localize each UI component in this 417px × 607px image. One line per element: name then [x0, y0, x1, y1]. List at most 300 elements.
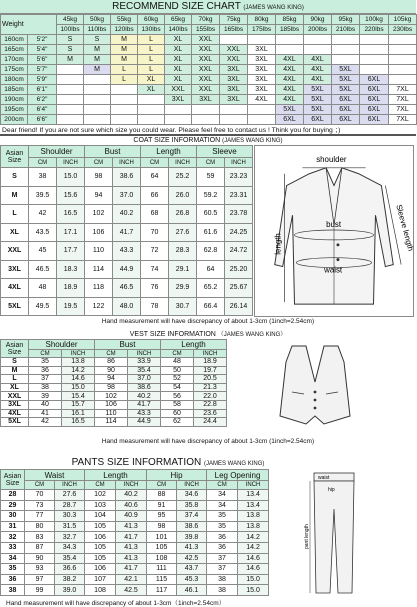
weight-kg-cell: 105kg [389, 15, 417, 25]
pants-value-cell: 98 [147, 521, 177, 532]
coat-value-cell: 76 [141, 279, 169, 298]
vest-size-cell: S [1, 358, 29, 367]
coat-value-cell: 118 [85, 279, 113, 298]
size-cell [57, 115, 84, 125]
vest-group-header: Shoulder [29, 340, 95, 350]
height-cm-cell: 160cm [1, 35, 28, 45]
pants-value-cell: 14.6 [238, 564, 269, 575]
pants-value-cell: 41.3 [116, 542, 147, 553]
vest-row [1, 400, 227, 409]
recommend-title [0, 0, 416, 14]
pants-value-cell: 13.8 [238, 511, 269, 522]
weight-lbs-cell: 210lbs [332, 25, 360, 35]
coat-unit-header: INCH [169, 158, 197, 168]
pants-value-cell: 42.5 [177, 553, 207, 564]
pants-value-cell: 106 [85, 532, 116, 543]
size-cell: 3XL [248, 65, 276, 75]
pants-value-cell: 95 [147, 511, 177, 522]
size-cell: L [138, 55, 165, 65]
pants-value-cell: 34.3 [55, 542, 85, 553]
height-row [1, 95, 417, 105]
size-cell: M [84, 55, 111, 65]
size-cell: XL [165, 45, 192, 55]
recommend-size-chart [0, 0, 416, 136]
height-cm-cell: 190cm [1, 95, 28, 105]
size-cell [360, 65, 389, 75]
pants-value-cell: 41.3 [177, 542, 207, 553]
size-cell [276, 45, 304, 55]
vest-group-header: Bust [95, 340, 161, 350]
coat-value-cell: 102 [85, 205, 113, 224]
height-row [1, 75, 417, 85]
vest-unit-header: CM [29, 350, 62, 358]
pants-value-cell: 34.6 [177, 490, 207, 501]
size-cell: 3XL [165, 95, 192, 105]
coat-size-label: Asian Size [1, 146, 29, 168]
vest-value-cell: 15.4 [62, 392, 95, 401]
pants-value-cell: 39.8 [177, 532, 207, 543]
size-cell [248, 105, 276, 115]
pants-value-cell: 13.4 [238, 490, 269, 501]
coat-value-cell: 74 [141, 260, 169, 279]
pants-value-cell: 70 [25, 490, 55, 501]
vest-title-text: VEST SIZE INFORMATION [129, 331, 216, 338]
height-row [1, 55, 417, 65]
coat-value-cell: 17.1 [57, 223, 85, 242]
coat-value-cell: 16.5 [57, 205, 85, 224]
coat-illustration [255, 146, 416, 316]
pants-value-cell: 28.7 [55, 500, 85, 511]
pants-value-cell: 35 [207, 511, 238, 522]
size-cell: 5XL [332, 75, 360, 85]
pants-value-cell: 105 [85, 521, 116, 532]
coat-value-cell: 28.3 [169, 242, 197, 261]
height-ft-cell: 5'9" [28, 75, 57, 85]
pants-size-cell: 38 [1, 585, 25, 596]
vest-row [1, 418, 227, 427]
size-cell: 3XL [248, 45, 276, 55]
size-cell: 5XL [276, 105, 304, 115]
coat-value-cell: 70 [141, 223, 169, 242]
pants-value-cell: 40.6 [116, 500, 147, 511]
recommend-note: Dear friend! If you are not sure which size you could wear. Please feel free to contact us ! Think you for buying ；) [0, 125, 416, 136]
coat-value-cell: 98 [85, 168, 113, 187]
vest-row [1, 358, 227, 367]
pants-value-cell: 103 [85, 500, 116, 511]
size-cell: XL [138, 75, 165, 85]
coat-value-cell: 48.0 [113, 297, 141, 316]
size-cell: 6XL [332, 105, 360, 115]
coat-value-cell: 24.72 [225, 242, 253, 261]
weight-lbs-cell: 230lbs [389, 25, 417, 35]
pants-value-cell: 107 [85, 574, 116, 585]
vest-value-cell: 37 [29, 375, 62, 384]
pants-value-cell: 15.0 [238, 585, 269, 596]
vest-size-cell: M [1, 366, 29, 375]
coat-value-cell: 19.5 [57, 297, 85, 316]
vest-value-cell: 43.3 [128, 409, 161, 418]
height-row [1, 65, 417, 75]
coat-value-cell: 38.6 [113, 168, 141, 187]
coat-value-cell: 26.14 [225, 297, 253, 316]
pants-size-label: Asian Size [1, 470, 25, 490]
height-cm-cell: 170cm [1, 55, 28, 65]
size-cell: 7XL [389, 85, 417, 95]
coat-value-cell: 61.6 [197, 223, 225, 242]
coat-value-cell: 44.9 [113, 260, 141, 279]
vest-value-cell: 48 [161, 358, 194, 367]
size-cell [84, 105, 111, 115]
vest-value-cell: 23.6 [194, 409, 227, 418]
size-cell: 4XL [276, 65, 304, 75]
size-cell [332, 35, 360, 45]
bust-label: bust [326, 220, 342, 230]
size-cell: 3XL [248, 75, 276, 85]
pants-illustration [304, 469, 364, 599]
waist-label: waist [324, 265, 343, 275]
coat-value-cell: 46.5 [113, 279, 141, 298]
size-cell: XL [138, 85, 165, 95]
coat-size-cell: 5XL [1, 297, 29, 316]
size-cell: 4XL [304, 75, 332, 85]
pants-value-cell: 34 [207, 500, 238, 511]
coat-value-cell: 64 [197, 260, 225, 279]
coat-row [1, 279, 253, 298]
coat-value-cell: 41.7 [113, 223, 141, 242]
size-cell [220, 115, 248, 125]
coat-value-cell: 18.3 [57, 260, 85, 279]
size-cell: XXL [192, 45, 220, 55]
vest-value-cell: 15.7 [62, 400, 95, 409]
recommend-brand: (JAMES WANG KING) [243, 5, 304, 11]
size-cell: M [111, 55, 138, 65]
vest-value-cell: 24.4 [194, 418, 227, 427]
pants-value-cell: 40.2 [116, 490, 147, 501]
pants-unit-header: INCH [55, 481, 85, 490]
size-cell: 5XL [332, 85, 360, 95]
pants-value-cell: 42.5 [116, 585, 147, 596]
pants-row [1, 511, 269, 522]
pants-value-cell: 104 [85, 511, 116, 522]
vest-row [1, 366, 227, 375]
pants-hip-label: hip [328, 487, 335, 493]
coat-table [0, 145, 253, 316]
coat-size-cell: XL [1, 223, 29, 242]
pants-value-cell: 43.7 [177, 564, 207, 575]
coat-value-cell: 60.5 [197, 205, 225, 224]
vest-value-cell: 62 [161, 418, 194, 427]
coat-value-cell: 38 [29, 168, 57, 187]
size-cell: 6XL [332, 115, 360, 125]
recommend-title-text: RECOMMEND SIZE CHART [112, 1, 241, 12]
vest-value-cell: 41 [29, 409, 62, 418]
height-cm-cell: 195cm [1, 105, 28, 115]
pants-value-cell: 46.1 [177, 585, 207, 596]
pants-value-cell: 36 [207, 532, 238, 543]
vest-footnote: Hand measurement will have discrepancy of about 1-3cm (1inch=2.54cm) [101, 438, 315, 445]
coat-group-header: Bust [85, 146, 141, 158]
pants-brand: (JAMES WANG KING) [203, 461, 265, 467]
weight-label: Weight [1, 15, 57, 35]
pants-value-cell: 37.4 [177, 511, 207, 522]
size-cell: 6XL [360, 75, 389, 85]
height-row [1, 115, 417, 125]
size-cell: 6XL [332, 95, 360, 105]
pants-group-header: Hip [147, 470, 207, 481]
coat-unit-row [1, 158, 253, 168]
size-cell [276, 35, 304, 45]
coat-row [1, 260, 253, 279]
weight-kg-cell: 50kg [84, 15, 111, 25]
coat-row [1, 223, 253, 242]
coat-group-header: Sleeve [197, 146, 253, 158]
pants-group-header: Waist [25, 470, 85, 481]
pants-length-label: pant length [304, 524, 310, 549]
coat-value-cell: 45 [29, 242, 57, 261]
coat-value-cell: 26.8 [169, 205, 197, 224]
vest-value-cell: 35.4 [128, 366, 161, 375]
size-cell [138, 105, 165, 115]
pants-value-cell: 105 [85, 553, 116, 564]
vest-size-label: Asian Size [1, 340, 29, 358]
size-cell [360, 45, 389, 55]
pants-group-row [1, 470, 269, 481]
pants-size-cell: 28 [1, 490, 25, 501]
coat-unit-header: CM [197, 158, 225, 168]
size-cell [220, 35, 248, 45]
size-cell: 4XL [248, 95, 276, 105]
height-ft-cell: 6'4" [28, 105, 57, 115]
coat-unit-header: INCH [225, 158, 253, 168]
vest-unit-header: INCH [128, 350, 161, 358]
vest-value-cell: 56 [161, 392, 194, 401]
pants-value-cell: 27.6 [55, 490, 85, 501]
size-cell: M [111, 45, 138, 55]
pants-row [1, 564, 269, 575]
vest-value-cell: 44.9 [128, 418, 161, 427]
pants-value-cell: 77 [25, 511, 55, 522]
pants-size-cell: 32 [1, 532, 25, 543]
coat-diagram [254, 145, 414, 317]
coat-size-cell: M [1, 186, 29, 205]
vest-value-cell: 16.5 [62, 418, 95, 427]
pants-value-cell: 73 [25, 500, 55, 511]
pants-value-cell: 13.4 [238, 500, 269, 511]
weight-kg-cell: 55kg [111, 15, 138, 25]
size-cell [220, 105, 248, 115]
vest-value-cell: 42 [29, 418, 62, 427]
weight-kg-cell: 45kg [57, 15, 84, 25]
coat-value-cell: 15.0 [57, 168, 85, 187]
pants-value-cell: 38.2 [55, 574, 85, 585]
size-cell: XXL [220, 45, 248, 55]
vest-size-cell: 4XL [1, 409, 29, 418]
coat-value-cell: 23.31 [225, 186, 253, 205]
weight-lbs-cell: 130lbs [138, 25, 165, 35]
coat-value-cell: 27.6 [169, 223, 197, 242]
size-cell [389, 35, 417, 45]
pants-value-cell: 97 [25, 574, 55, 585]
coat-value-cell: 64 [141, 168, 169, 187]
vest-unit-header: CM [95, 350, 128, 358]
coat-unit-header: INCH [57, 158, 85, 168]
coat-value-cell: 23.23 [225, 168, 253, 187]
size-cell [111, 95, 138, 105]
pants-size-cell: 34 [1, 553, 25, 564]
pants-unit-row [1, 481, 269, 490]
size-cell: 6XL [276, 115, 304, 125]
pants-value-cell: 106 [85, 564, 116, 575]
height-ft-cell: 6'1" [28, 85, 57, 95]
size-cell [57, 75, 84, 85]
pants-value-cell: 42.1 [116, 574, 147, 585]
height-row [1, 45, 417, 55]
coat-value-cell: 59.2 [197, 186, 225, 205]
pants-value-cell: 108 [147, 553, 177, 564]
pants-footnote: Hand measurement will have discrepancy of about 1-3cm（1inch=2.54cm） [6, 600, 226, 607]
pants-value-cell: 36.6 [55, 564, 85, 575]
pants-value-cell: 35.8 [177, 500, 207, 511]
size-cell [389, 45, 417, 55]
coat-value-cell: 48 [29, 279, 57, 298]
size-cell [84, 85, 111, 95]
vest-row [1, 375, 227, 384]
coat-value-cell: 72 [141, 242, 169, 261]
pants-size-cell: 33 [1, 542, 25, 553]
size-cell: 4XL [276, 55, 304, 65]
pants-value-cell: 115 [147, 574, 177, 585]
height-row [1, 35, 417, 45]
size-cell: 6XL [360, 85, 389, 95]
size-cell: L [111, 65, 138, 75]
weight-lbs-cell: 185lbs [276, 25, 304, 35]
size-cell: 3XL [192, 95, 220, 105]
vest-value-cell: 35 [29, 358, 62, 367]
vest-unit-header: INCH [62, 350, 95, 358]
pants-row [1, 574, 269, 585]
coat-brand: (JAMES WANG KING) [222, 138, 283, 144]
coat-size-cell: 4XL [1, 279, 29, 298]
pants-value-cell: 14.6 [238, 553, 269, 564]
size-cell: XXL [192, 55, 220, 65]
weight-kg-cell: 90kg [304, 15, 332, 25]
coat-value-cell: 66.4 [197, 297, 225, 316]
size-cell: 4XL [276, 85, 304, 95]
pants-value-cell: 101 [147, 532, 177, 543]
pants-size-cell: 30 [1, 511, 25, 522]
vest-value-cell: 33.9 [128, 358, 161, 367]
size-cell [165, 115, 192, 125]
pants-size-cell: 35 [1, 564, 25, 575]
pants-value-cell: 105 [147, 542, 177, 553]
pants-value-cell: 14.2 [238, 532, 269, 543]
size-cell [304, 35, 332, 45]
vest-size-cell: XL [1, 383, 29, 392]
height-cm-cell: 200cm [1, 115, 28, 125]
height-ft-cell: 6'2" [28, 95, 57, 105]
size-cell [138, 95, 165, 105]
pants-value-cell: 34 [207, 490, 238, 501]
size-cell [111, 115, 138, 125]
weight-kg-cell: 60kg [138, 15, 165, 25]
size-cell [360, 35, 389, 45]
pants-value-cell: 32.7 [55, 532, 85, 543]
coat-value-cell: 94 [85, 186, 113, 205]
pants-value-cell: 39.0 [55, 585, 85, 596]
weight-lbs-cell: 165lbs [220, 25, 248, 35]
pants-value-cell: 38.6 [177, 521, 207, 532]
size-cell: 4XL [304, 55, 332, 65]
coat-value-cell: 25.20 [225, 260, 253, 279]
pants-value-cell: 117 [147, 585, 177, 596]
size-cell: 4XL [276, 95, 304, 105]
vest-brand: （JAMES WANG KING） [217, 332, 287, 338]
vest-size-cell: 3XL [1, 400, 29, 409]
size-cell [57, 95, 84, 105]
size-cell: 3XL [220, 65, 248, 75]
coat-row [1, 168, 253, 187]
size-cell: 5XL [304, 95, 332, 105]
vest-value-cell: 22.0 [194, 392, 227, 401]
pants-value-cell: 41.7 [116, 564, 147, 575]
recommend-table [0, 14, 417, 125]
coat-group-header: Shoulder [29, 146, 85, 158]
coat-value-cell: 59 [197, 168, 225, 187]
coat-value-cell: 42 [29, 205, 57, 224]
vest-value-cell: 110 [95, 409, 128, 418]
vest-title [0, 330, 416, 339]
coat-size-cell: S [1, 168, 29, 187]
vest-value-cell: 60 [161, 409, 194, 418]
pants-row [1, 500, 269, 511]
size-cell [111, 85, 138, 95]
pants-value-cell: 88 [147, 490, 177, 501]
pants-row [1, 553, 269, 564]
height-ft-cell: 6'6" [28, 115, 57, 125]
coat-size-cell: 3XL [1, 260, 29, 279]
vest-row [1, 409, 227, 418]
pants-waist-label: waist [318, 475, 330, 481]
vest-value-cell: 40 [29, 400, 62, 409]
coat-value-cell: 29.9 [169, 279, 197, 298]
vest-value-cell: 38 [29, 383, 62, 392]
size-cell [84, 115, 111, 125]
size-cell [304, 45, 332, 55]
vest-value-cell: 90 [95, 366, 128, 375]
pants-value-cell: 37 [207, 553, 238, 564]
pants-row [1, 542, 269, 553]
vest-group-row [1, 340, 227, 350]
coat-footnote: Hand measurement will have discrepancy of about 1-3cm (1inch=2.54cm) [101, 318, 315, 325]
vest-size-cell: L [1, 375, 29, 384]
size-cell [389, 75, 417, 85]
height-ft-cell: 5'4" [28, 45, 57, 55]
coat-unit-header: CM [29, 158, 57, 168]
shoulder-label: shoulder [316, 154, 347, 164]
vest-value-cell: 16.1 [62, 409, 95, 418]
coat-value-cell: 29.1 [169, 260, 197, 279]
pants-value-cell: 36 [207, 542, 238, 553]
size-cell: L [138, 65, 165, 75]
size-cell [192, 105, 220, 115]
coat-value-cell: 24.25 [225, 223, 253, 242]
height-ft-cell: 5'7" [28, 65, 57, 75]
coat-title [0, 136, 416, 145]
coat-value-cell: 37.0 [113, 186, 141, 205]
pants-value-cell: 83 [25, 532, 55, 543]
vest-value-cell: 54 [161, 383, 194, 392]
size-cell [57, 105, 84, 115]
